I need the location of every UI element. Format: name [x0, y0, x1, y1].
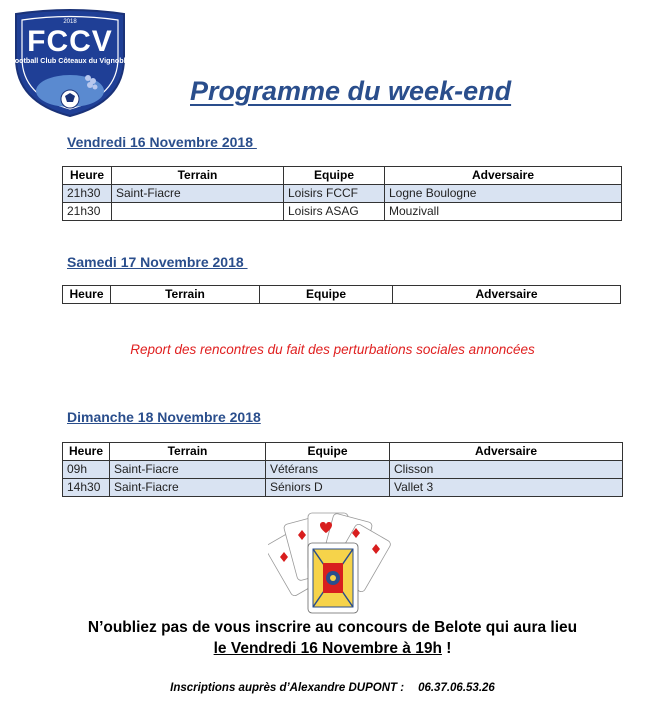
belote-date: le Vendredi 16 Novembre à 19h [213, 640, 442, 657]
belote-date-end: ! [441, 640, 452, 657]
logo-year: 2018 [63, 19, 77, 25]
table-row [63, 461, 623, 479]
column-header: Equipe [260, 286, 393, 304]
registration-contact [0, 682, 665, 694]
cell-time: 21h30 [63, 203, 112, 221]
column-header: Adversaire [385, 167, 622, 185]
day-heading-saturday: Samedi 17 Novembre 2018 [67, 254, 248, 270]
table-header-row [63, 167, 622, 185]
table-header-row [63, 443, 623, 461]
fccv-logo-icon [8, 6, 132, 118]
cell-team: Séniors D [266, 479, 390, 497]
cell-team: Vétérans [266, 461, 390, 479]
cell-field: Saint-Fiacre [110, 479, 266, 497]
day-heading-friday: Vendredi 16 Novembre 2018 [67, 134, 257, 150]
cell-opponent: Logne Boulogne [385, 185, 622, 203]
column-header: Equipe [284, 167, 385, 185]
cell-field [112, 203, 284, 221]
cell-opponent: Clisson [390, 461, 623, 479]
cell-team: Loisirs FCCF [284, 185, 385, 203]
column-header: Adversaire [393, 286, 621, 304]
page-title: Programme du week-end [190, 76, 512, 106]
contact-phone: 06.37.06.53.26 [418, 682, 495, 694]
belote-announcement: N’oubliez pas de vous inscrire au concours de Belote qui aura lieu [87, 619, 578, 636]
playing-cards-icon [268, 505, 398, 617]
column-header: Terrain [111, 286, 260, 304]
table-header-row [63, 286, 621, 304]
column-header: Terrain [112, 167, 284, 185]
column-header: Adversaire [390, 443, 623, 461]
column-header: Heure [63, 286, 111, 304]
cell-team: Loisirs ASAG [284, 203, 385, 221]
logo-acronym: FCCV [27, 25, 113, 58]
cell-time: 09h [63, 461, 110, 479]
schedule-table-friday [62, 166, 622, 221]
table-row [63, 203, 622, 221]
table-row [63, 479, 623, 497]
cell-field: Saint-Fiacre [110, 461, 266, 479]
table-row [63, 185, 622, 203]
column-header: Terrain [110, 443, 266, 461]
cell-time: 14h30 [63, 479, 110, 497]
belote-date-line [0, 640, 665, 658]
schedule-table-sunday [62, 442, 623, 497]
day-heading-sunday: Dimanche 18 Novembre 2018 [67, 409, 261, 425]
schedule-table-saturday [62, 285, 621, 304]
contact-label: Inscriptions auprès d’Alexandre DUPONT : [170, 682, 405, 694]
column-header: Heure [63, 443, 110, 461]
postponement-notice: Report des rencontres du fait des perturbations sociales annoncées [130, 342, 535, 357]
cell-opponent: Mouzivall [385, 203, 622, 221]
column-header: Heure [63, 167, 112, 185]
column-header: Equipe [266, 443, 390, 461]
cell-opponent: Vallet 3 [390, 479, 623, 497]
cell-time: 21h30 [63, 185, 112, 203]
cell-field: Saint-Fiacre [112, 185, 284, 203]
logo-name: Football Club Côteaux du Vignoble [10, 56, 130, 65]
